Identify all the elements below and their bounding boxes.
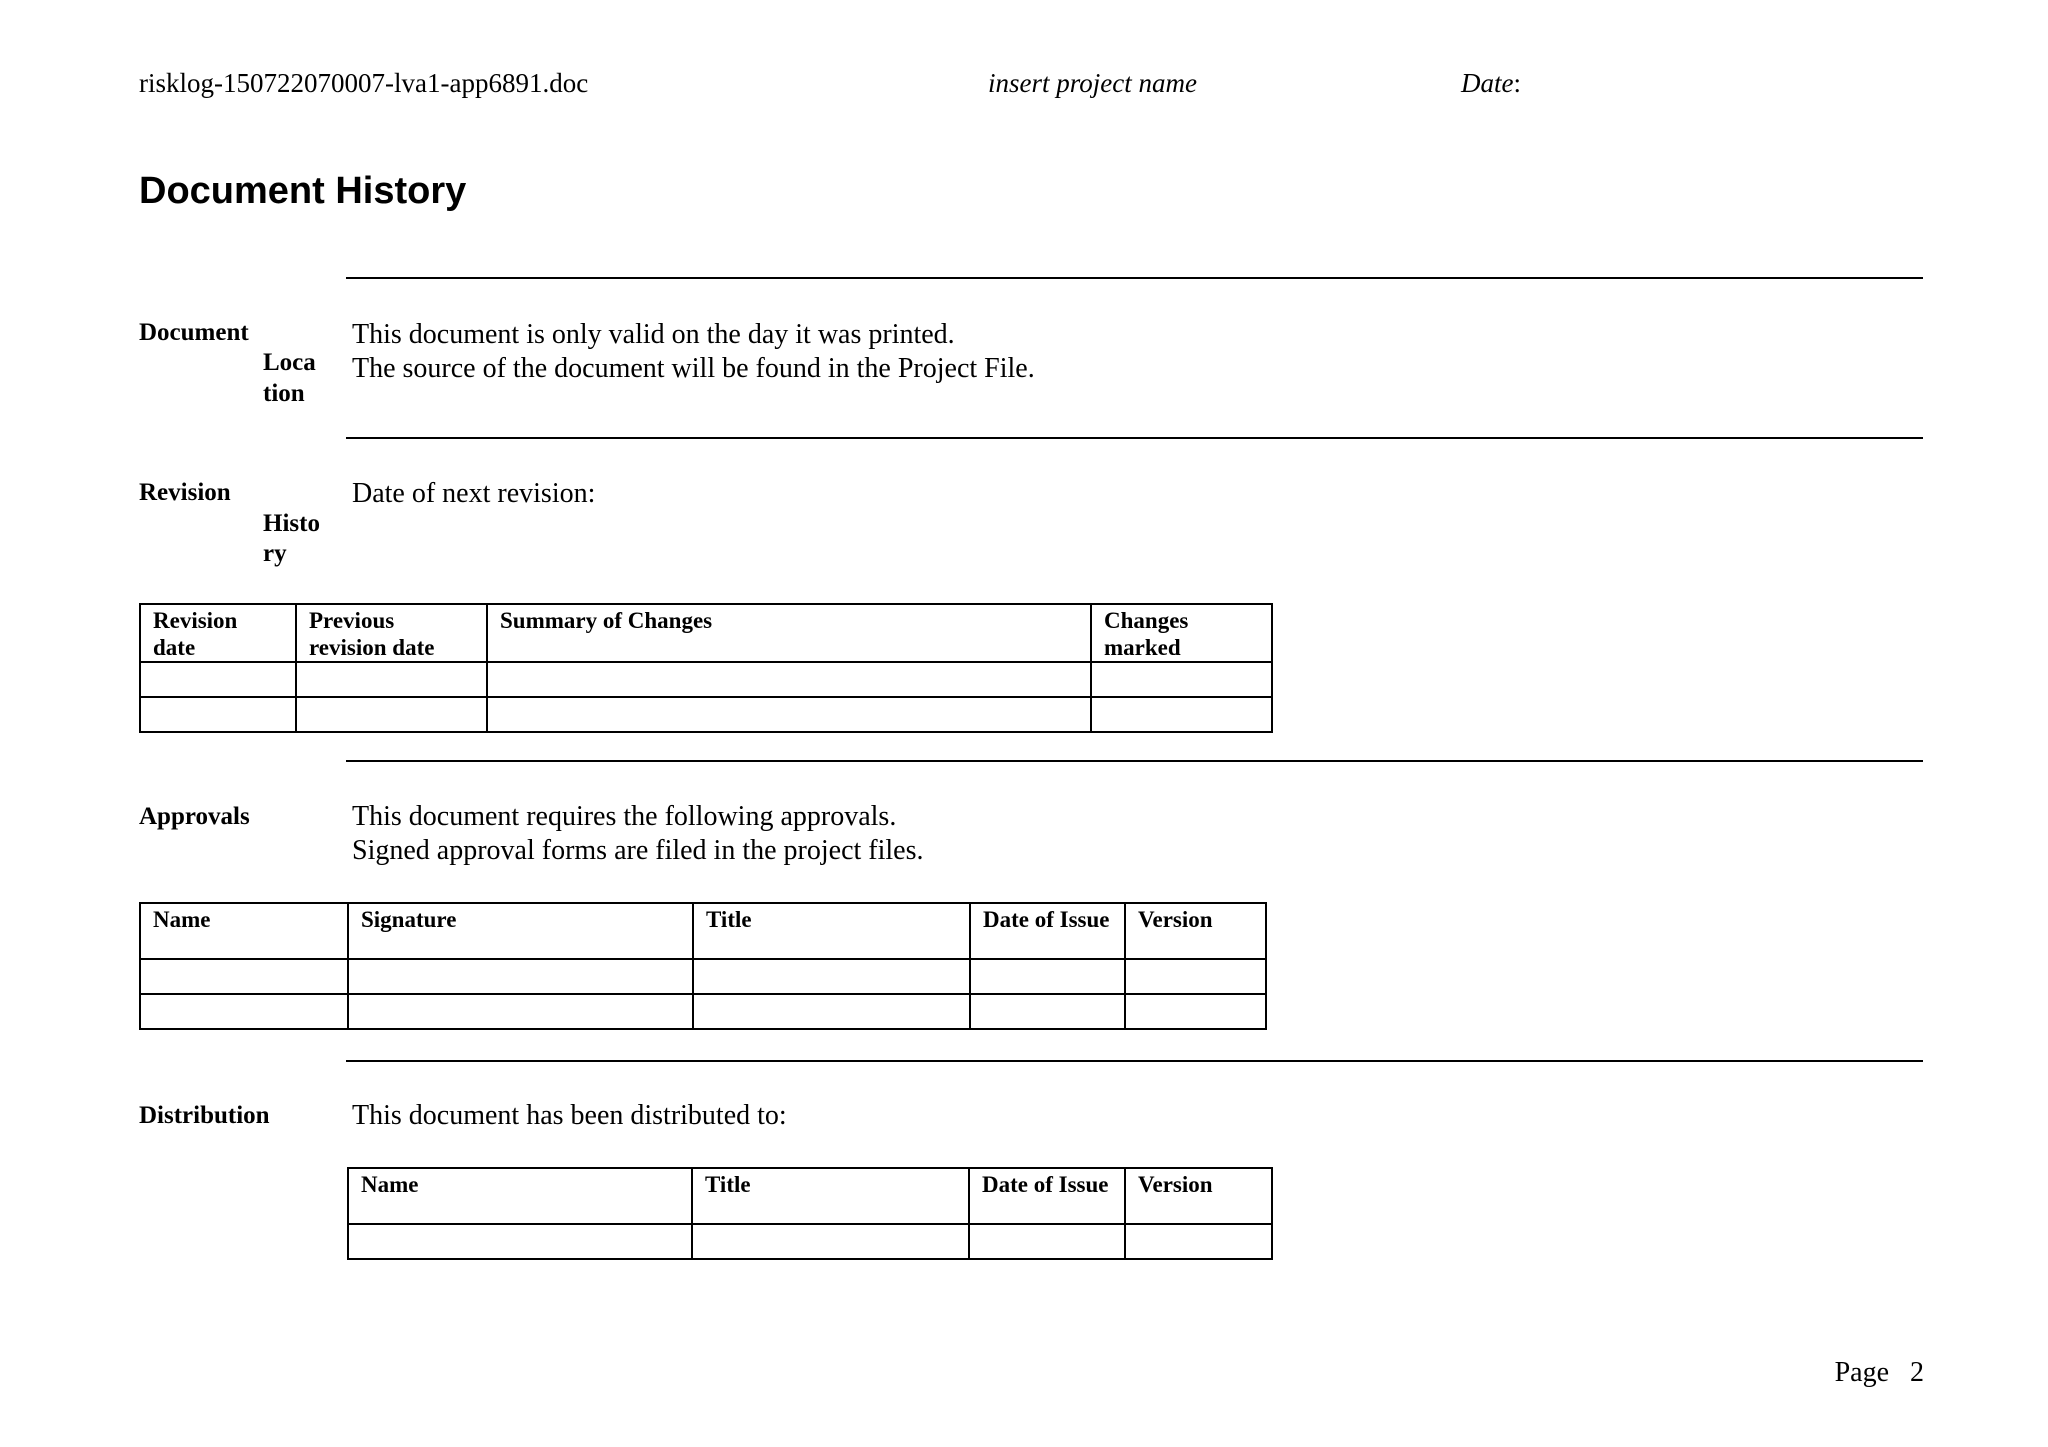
approvals-label: Approvals: [139, 803, 250, 830]
revision-next-date-text: Date of next revision:: [352, 478, 596, 509]
section-divider: [346, 277, 1923, 279]
revision-table: [139, 603, 1273, 733]
table-cell[interactable]: [140, 662, 296, 697]
table-cell[interactable]: [693, 959, 970, 994]
table-cell[interactable]: [348, 1224, 692, 1259]
table-cell[interactable]: [969, 1224, 1125, 1259]
column-header-name: Name: [140, 903, 348, 959]
table-header-row: [348, 1168, 1272, 1224]
column-header-name: Name: [348, 1168, 692, 1224]
table-row: [140, 662, 1272, 697]
header-date: [1461, 68, 1521, 99]
table-cell[interactable]: [296, 697, 487, 732]
table-row: [140, 697, 1272, 732]
location-text-line2: The source of the document will be found in the Project File.: [352, 353, 1035, 384]
table-cell[interactable]: [1125, 994, 1266, 1029]
column-header-date-of-issue: Date of Issue: [969, 1168, 1125, 1224]
section-divider: [346, 760, 1923, 762]
page-footer: [1835, 1357, 1924, 1389]
table-row: [140, 959, 1266, 994]
approvals-table: [139, 902, 1267, 1030]
location-label-line1: Document: [139, 319, 249, 346]
approvals-text-line1: This document requires the following approvals.: [352, 801, 897, 832]
table-cell[interactable]: [296, 662, 487, 697]
table-cell[interactable]: [692, 1224, 969, 1259]
table-cell[interactable]: [348, 959, 693, 994]
revision-label-line3: ry: [263, 540, 287, 567]
table-header-row: [140, 604, 1272, 662]
table-row: [140, 994, 1266, 1029]
table-cell[interactable]: [1125, 1224, 1272, 1259]
column-header-previous-revision-date: Previous revision date: [296, 604, 487, 662]
location-text-line1: This document is only valid on the day it was printed.: [352, 319, 955, 350]
table-row: [348, 1224, 1272, 1259]
table-cell[interactable]: [970, 959, 1125, 994]
table-cell[interactable]: [140, 994, 348, 1029]
table-cell[interactable]: [1125, 959, 1266, 994]
page-title: Document History: [139, 170, 467, 212]
table-cell[interactable]: [487, 697, 1091, 732]
section-divider: [346, 1060, 1923, 1062]
page-number: 2: [1910, 1357, 1924, 1388]
column-header-title: Title: [693, 903, 970, 959]
distribution-table: [347, 1167, 1273, 1260]
revision-label-line2: Histo: [263, 510, 320, 537]
column-header-title: Title: [692, 1168, 969, 1224]
column-header-date-of-issue: Date of Issue: [970, 903, 1125, 959]
section-divider: [346, 437, 1923, 439]
table-cell[interactable]: [970, 994, 1125, 1029]
table-header-row: [140, 903, 1266, 959]
approvals-text-line2: Signed approval forms are filed in the project files.: [352, 835, 924, 866]
column-header-changes-marked: Changes marked: [1091, 604, 1272, 662]
column-header-revision-date: Revision date: [140, 604, 296, 662]
location-label-line3: tion: [263, 380, 305, 407]
revision-label-line1: Revision: [139, 479, 231, 506]
table-cell[interactable]: [1091, 697, 1272, 732]
table-cell[interactable]: [140, 697, 296, 732]
header-date-colon: :: [1513, 68, 1521, 98]
column-header-summary-of-changes: Summary of Changes: [487, 604, 1091, 662]
page-label: Page: [1834, 1357, 1889, 1388]
distribution-text: This document has been distributed to:: [352, 1100, 787, 1131]
table-cell[interactable]: [693, 994, 970, 1029]
table-cell[interactable]: [1091, 662, 1272, 697]
column-header-version: Version: [1125, 1168, 1272, 1224]
table-cell[interactable]: [140, 959, 348, 994]
column-header-signature: Signature: [348, 903, 693, 959]
header-date-label: Date: [1461, 68, 1514, 98]
location-label-line2: Loca: [263, 349, 316, 376]
column-header-version: Version: [1125, 903, 1266, 959]
header-filename: risklog-150722070007-lva1-app6891.doc: [139, 68, 589, 98]
distribution-label: Distribution: [139, 1102, 270, 1129]
header-project-name: insert project name: [988, 68, 1197, 98]
table-cell[interactable]: [487, 662, 1091, 697]
table-cell[interactable]: [348, 994, 693, 1029]
